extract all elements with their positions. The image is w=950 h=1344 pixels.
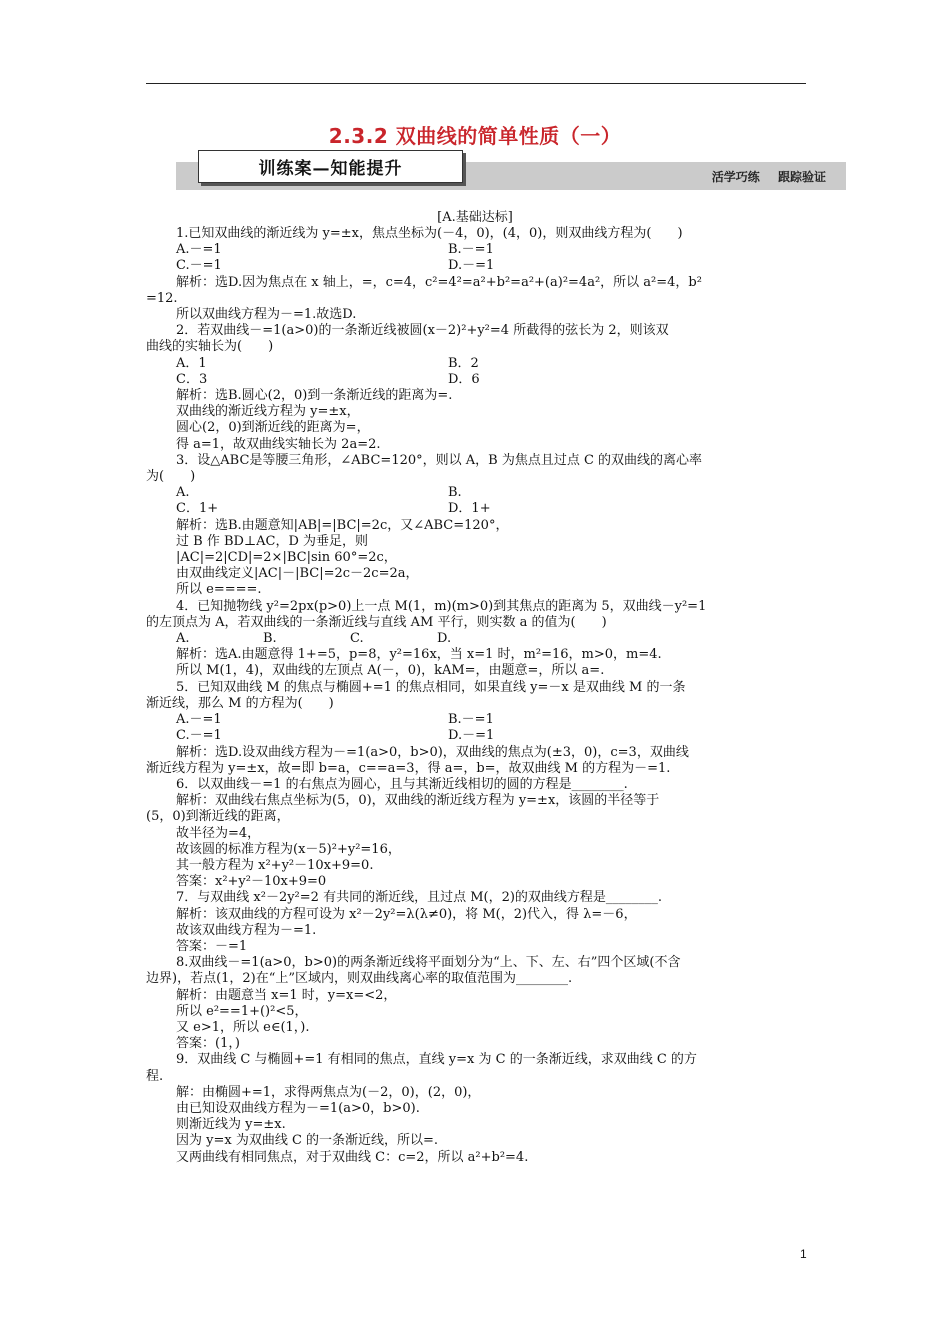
text-line: 8.双曲线－=1(a>0，b>0)的两条渐近线将平面划分为“上、下、左、右”四个区域(不含 (176, 955, 681, 971)
answer-option: A.－=1 (176, 242, 222, 258)
answer-option: C.－=1 (176, 258, 222, 274)
text-line: 双曲线的渐近线方程为 y=±x， (176, 404, 360, 420)
answer-options (146, 242, 808, 258)
text-line: 解析：该双曲线的方程可设为 x²－2y²=λ(λ≠0)，将 M(，2)代入，得 λ=－6， (176, 906, 637, 922)
text-line: 曲线的实轴长为( ) (146, 339, 274, 355)
answer-option: A. (176, 485, 190, 501)
text-line: 渐近线方程为 y=±x，故=即 b=a，c==a=3，得 a=，b=，故双曲线 M 的方程为－=1. (146, 760, 671, 776)
answer-option: C．3 (176, 371, 208, 387)
text-line: 5．已知双曲线 M 的焦点与椭圆+=1 的焦点相同，如果直线 y=－x 是双曲线 M 的一条 (176, 679, 686, 695)
text-line: 得 a=1，故双曲线实轴长为 2a=2. (176, 436, 381, 452)
text-line: 为( ) (146, 469, 196, 485)
answer-option: B. (448, 485, 462, 501)
text-line: 4．已知抛物线 y²=2px(p>0)上一点 M(1，m)(m>0)到其焦点的距离为 5，双曲线－y²=1 (176, 598, 707, 614)
text-line: 又 e>1，所以 e∈(1，). (176, 1019, 310, 1035)
text-line: 解析：选B.圆心(2，0)到一条渐近线的距离为=. (176, 388, 453, 404)
text-line: 3．设△ABC是等腰三角形，∠ABC=120°，则以 A，B 为焦点且过点 C 的双曲线的离心率 (176, 452, 703, 468)
answer-option: D. (437, 631, 452, 647)
answer-option: D.－=1 (448, 258, 495, 274)
text-line: 2．若双曲线－=1(a>0)的一条渐近线被圆(x－2)²+y²=4 所截得的弦长为 2，则该双 (176, 323, 669, 339)
text-line: 解析：选D.设双曲线方程为－=1(a>0，b>0)，双曲线的焦点为(±3，0)，c=3，双曲线 (176, 744, 689, 760)
answer-option: C. (350, 631, 364, 647)
text-line: 所以 M(1，4)，双曲线的左顶点 A(－，0)，kAM=，由题意=，所以 a=. (176, 663, 605, 679)
page-number: 1 (800, 1247, 807, 1261)
text-line: |AC|=2|CD|=2×|BC|sin 60°=2c， (176, 550, 397, 566)
answer-options (146, 712, 808, 728)
text-line: 由双曲线定义|AC|－|BC|=2c－2c=2a， (176, 566, 419, 582)
text-line: 答案：－=1 (176, 938, 248, 954)
answer-option: A.－=1 (176, 712, 222, 728)
text-line: 所以 e²==1+()²<5， (176, 1003, 308, 1019)
page-title: 2.3.2 双曲线的简单性质（一） (328, 124, 622, 148)
text-line: 9．双曲线 C 与椭圆+=1 有相同的焦点，直线 y=x 为 C 的一条渐近线，求双曲线 C 的方 (176, 1052, 697, 1068)
text-line: 解析：选D.因为焦点在 x 轴上，=，c=4，c²=4²=a²+b²=a²+(a)²=4a²，所以 a²=4，b² (176, 274, 702, 290)
text-line: 边界)，若点(1，2)在“上”区域内，则双曲线离心率的取值范围为________. (146, 971, 573, 987)
text-line: (5，0)到渐近线的距离， (146, 809, 290, 825)
text-line: 因为 y=x 为双曲线 C 的一条渐近线，所以=. (176, 1133, 439, 1149)
answer-option: D.－=1 (448, 728, 495, 744)
text-line: 过 B 作 BD⊥AC，D 为垂足，则 (176, 533, 369, 549)
answer-options (146, 372, 808, 388)
text-line: 其一般方程为 x²+y²－10x+9=0. (176, 857, 374, 873)
text-line: 6．以双曲线－=1 的右焦点为圆心，且与其渐近线相切的圆的方程是________. (176, 776, 628, 792)
text-line: 故该双曲线方程为－=1. (176, 922, 317, 938)
text-line: 所以双曲线方程为－=1.故选D. (176, 307, 357, 323)
text-line: =12. (146, 290, 178, 306)
answer-options (146, 258, 808, 274)
text-line: 解析：选A.由题意得 1+=5，p=8，y²=16x，当 x=1 时，m²=16，m>0，m=4. (176, 647, 662, 663)
text-line: 故半径为=4， (176, 825, 261, 841)
text-line: 圆心(2，0)到渐近线的距离为=， (176, 420, 370, 436)
answer-options (146, 501, 808, 517)
answer-option: C.－=1 (176, 728, 222, 744)
answer-option: B.－=1 (448, 242, 494, 258)
text-line: 渐近线，那么 M 的方程为( ) (146, 695, 334, 711)
section-heading: [A.基础达标] (437, 210, 513, 225)
banner-tagline (698, 168, 826, 185)
answer-option: A．1 (176, 355, 207, 371)
answer-option: B．2 (448, 355, 479, 371)
text-line: 则渐近线为 y=±x. (176, 1117, 286, 1133)
answer-option: D．1+ (448, 501, 491, 517)
text-line: 又两曲线有相同焦点，对于双曲线 C：c=2，所以 a²+b²=4. (176, 1149, 529, 1165)
text-line: 故该圆的标准方程为(x－5)²+y²=16， (176, 841, 401, 857)
text-line: 答案：x²+y²－10x+9=0 (176, 874, 327, 890)
banner-tag-1: 活学巧练 (711, 170, 760, 184)
text-line: 解析：选B.由题意知|AB|=|BC|=2c，又∠ABC=120°， (176, 517, 509, 533)
exercise-body (146, 226, 808, 1166)
banner-label: 训练案—知能提升 (198, 150, 463, 183)
answer-option: D．6 (448, 371, 480, 387)
text-line: 所以 e====. (176, 582, 262, 598)
answer-options (146, 356, 808, 372)
answer-options (146, 485, 808, 501)
text-line: 答案：(1，) (176, 1036, 240, 1052)
text-line: 1.已知双曲线的渐近线为 y=±x，焦点坐标为(－4，0)，(4，0)，则双曲线方程为( ) (176, 226, 683, 241)
text-line: 解析：由题意当 x=1 时，y=x=<2， (176, 987, 397, 1003)
answer-option: C．1+ (176, 501, 219, 517)
text-line: 由已知设双曲线方程为－=1(a>0，b>0). (176, 1100, 420, 1116)
answer-option: B. (263, 631, 277, 647)
answer-option: B.－=1 (448, 712, 494, 728)
answer-options (146, 631, 808, 647)
answer-options (146, 728, 808, 744)
answer-option: A. (176, 631, 190, 647)
banner-tag-2: 跟踪验证 (777, 170, 826, 184)
text-line: 解：由椭圆+=1，求得两焦点为(－2，0)，(2，0)， (176, 1084, 481, 1100)
text-line: 7．与双曲线 x²－2y²=2 有共同的渐近线，且过点 M(，2)的双曲线方程是________. (176, 890, 663, 906)
text-line: 的左顶点为 A，若双曲线的一条渐近线与直线 AM 平行，则实数 a 的值为( ) (146, 614, 607, 630)
header-rule (146, 83, 806, 84)
text-line: 解析：双曲线右焦点坐标为(5，0)，双曲线的渐近线方程为 y=±x，该圆的半径等于 (176, 793, 660, 809)
text-line: 程. (146, 1068, 164, 1084)
